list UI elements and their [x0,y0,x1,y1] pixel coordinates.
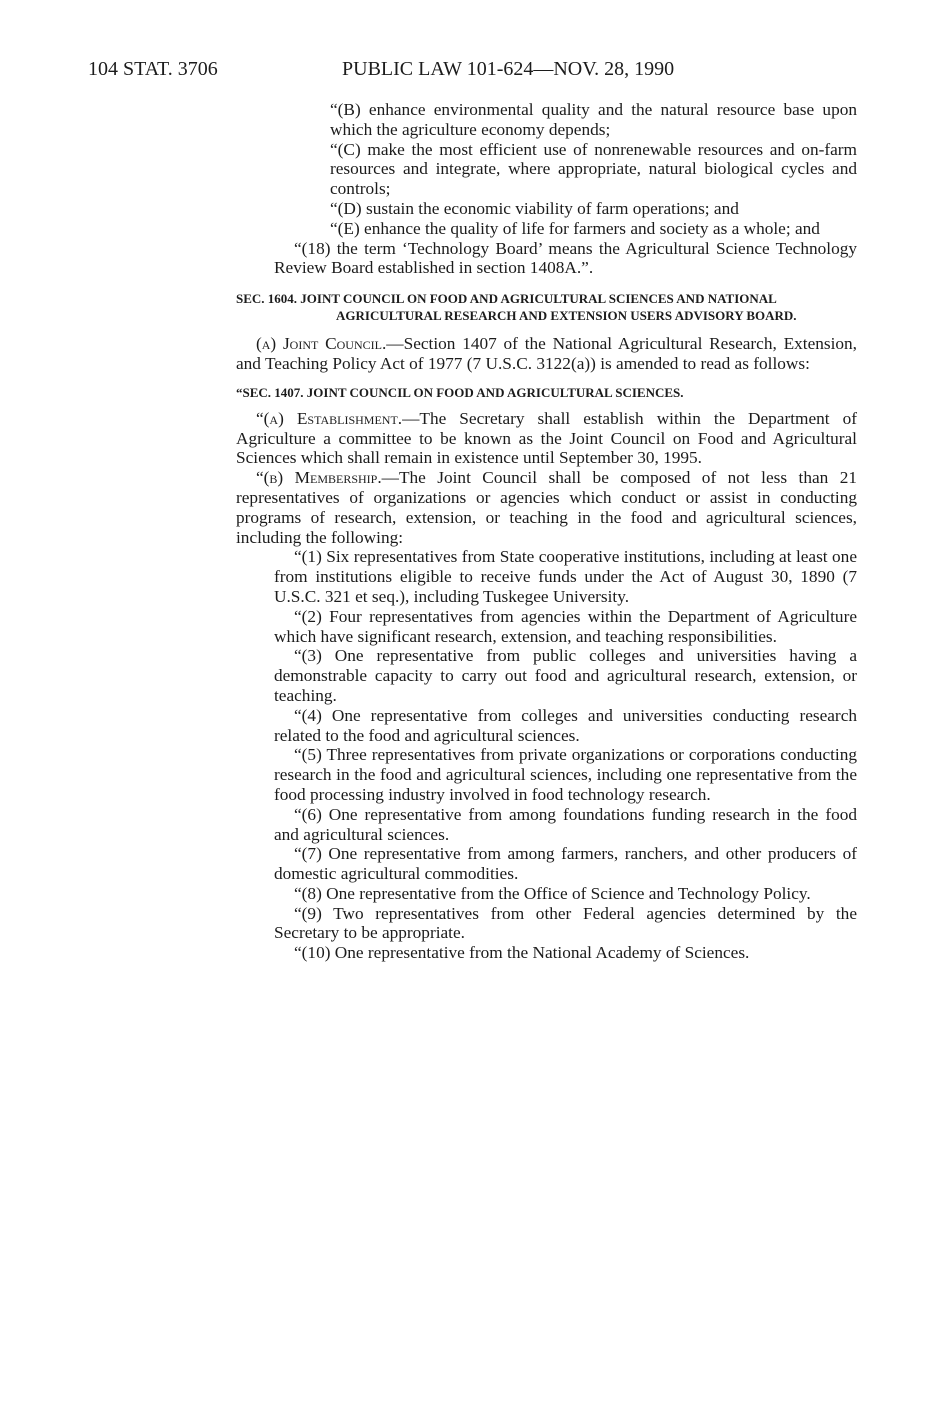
subsection-a-label: (a) Joint Council. [256,334,387,354]
clause-d: “(D) sustain the economic viability of farm operations; and [330,198,739,218]
stat-page-number: 104 STAT. 3706 [88,58,218,80]
member-item-3: “(3) One representative from public colleges and universities having a demonstrable capacity to carry out food and agricultural research, extension, or teaching. [274,646,857,705]
membership-text: —The Joint Council shall be composed of not less than 21 representatives of organizations or agencies which conduct or assist in conducting programs of research, extension, or teaching in the food and agricultural sciences, including the following: [236,468,857,547]
member-item-1: “(1) Six representatives from State cooperative institutions, including at least one from institutions eligible to receive funds under the Act of August 30, 1890 (7 U.S.C. 321 et seq.), including Tuskegee University. [274,547,857,606]
establishment-label: “(a) Establishment. [256,408,403,428]
clause-e: “(E) enhance the quality of life for farmers and society as a whole; and [330,218,820,238]
establishment-text: —The Secretary shall establish within the Department of Agriculture a committee to be known as the Joint Council on Food and Agricultural Sciences which shall remain in existence until September 30, 1995. [236,408,857,468]
page-header [88,58,858,84]
member-item-9: “(9) Two representatives from other Federal agencies determined by the Secretary to be appropriate. [274,903,857,943]
section-1604-subsection-a [236,334,857,374]
member-item-6: “(6) One representative from among foundations funding research in the food and agricultural sciences. [274,804,857,844]
document-body [236,100,857,963]
section-1407-subsection-a [236,409,857,468]
section-1604-heading: SEC. 1604. JOINT COUNCIL ON FOOD AND AGRICULTURAL SCIENCES AND NATIONAL AGRICULTURAL RESEARCH AND EXTENSION USERS ADVISORY BOARD. [236,291,797,324]
clause-c: “(C) make the most efficient use of nonrenewable resources and on-farm resources and integrate, where appropriate, natural biological cycles and controls; [330,139,857,199]
subsection-a-text: —Section 1407 of the National Agricultural Research, Extension, and Teaching Policy Act of 1977 (7 U.S.C. 3122(a)) is amended to read as follows: [236,334,858,373]
member-item-4: “(4) One representative from colleges and universities conducting research related to the food and agricultural sciences. [274,705,857,745]
member-item-8: “(8) One representative from the Office of Science and Technology Policy. [294,883,811,903]
clause-b: “(B) enhance environmental quality and the natural resource base upon which the agriculture economy depends; [330,100,857,139]
member-item-2: “(2) Four representatives from agencies within the Department of Agriculture which have significant research, extension, and teaching responsibilities. [274,606,857,646]
membership-label: “(b) Membership. [256,468,382,488]
member-item-10: “(10) One representative from the National Academy of Sciences. [294,943,750,963]
section-1407-heading: “SEC. 1407. JOINT COUNCIL ON FOOD AND AGRICULTURAL SCIENCES. [236,384,684,400]
public-law-citation: PUBLIC LAW 101-624—NOV. 28, 1990 [342,58,675,80]
member-item-7: “(7) One representative from among farmers, ranchers, and other producers of domestic agricultural commodities. [274,844,857,884]
section-1407-subsection-b [236,468,857,547]
paragraph-18: “(18) the term ‘Technology Board’ means the Agricultural Science Technology Review Board established in section 1408A.”. [274,238,857,278]
member-item-5: “(5) Three representatives from private organizations or corporations conducting research in the food and agricultural sciences, including one representative from the food processing industry involved in food technology research. [274,745,857,804]
